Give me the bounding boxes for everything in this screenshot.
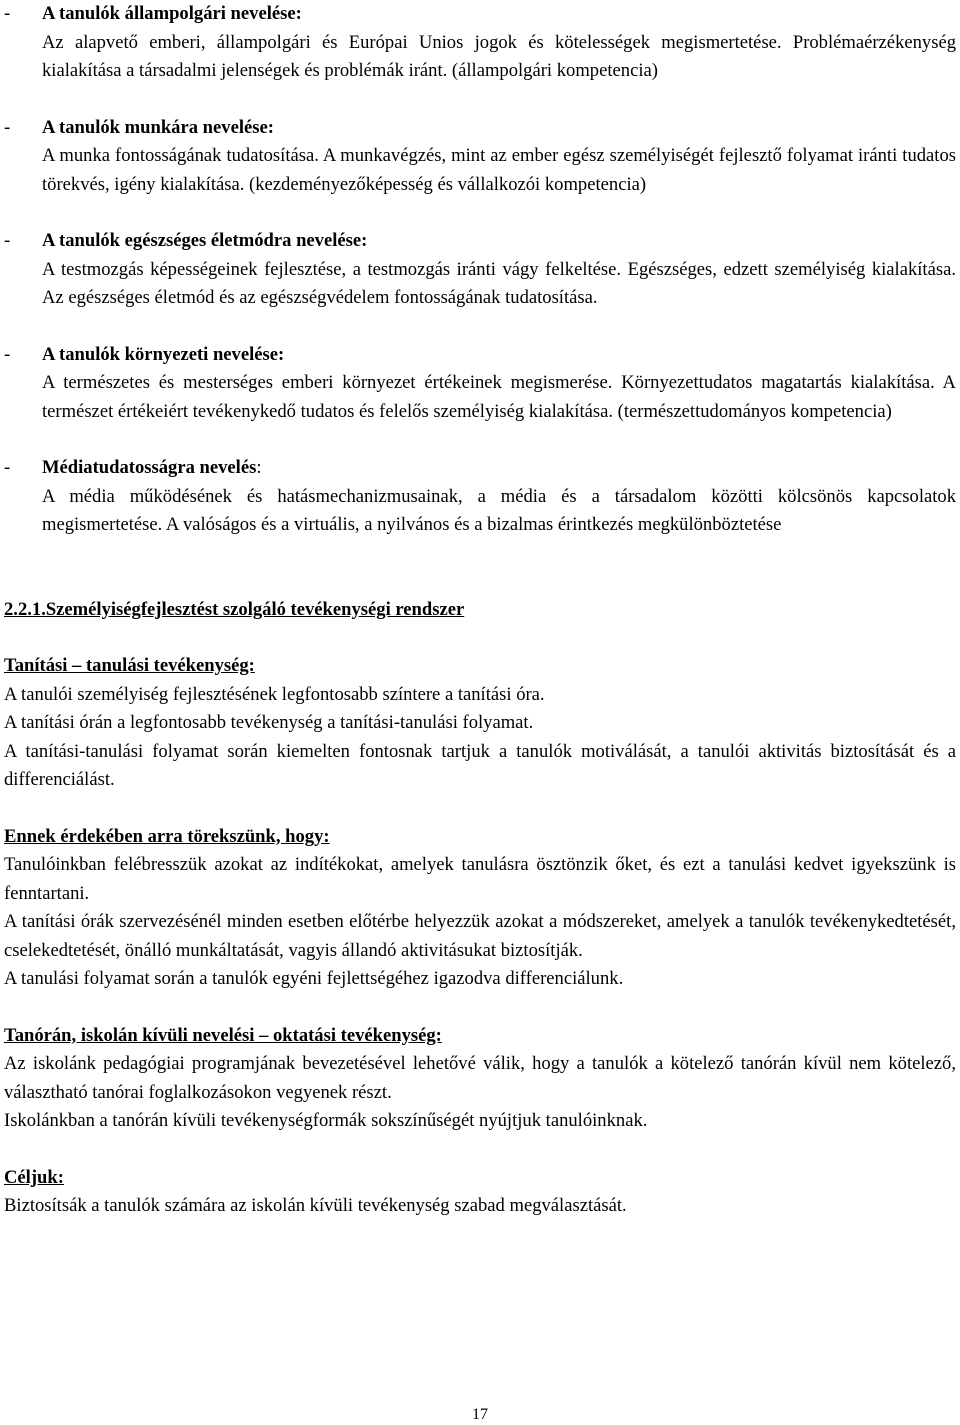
paragraph: Biztosítsák a tanulók számára az iskolán kívüli tevékenység szabad megválasztását.	[4, 1195, 627, 1216]
list-item-title: A tanulók állampolgári nevelése:	[42, 3, 302, 24]
list-item-text: A természetes és mesterséges emberi környezet értékeinek megismerése. Környezettudatos magatartás kialakítása. A természet értékeiért tevékenykedő tudatos és felelős személyiség kialakítása. (természettudományos kompetencia)	[42, 372, 956, 422]
list-dash: -	[4, 230, 11, 251]
list-item-title: A tanulók környezeti nevelése:	[42, 343, 285, 365]
paragraph: Tanulóinkban felébresszük azokat az indítékokat, amelyek tanulásra ösztönzik őket, és ezt a tanulási kedvet igyekszünk is fenntartani.	[4, 854, 956, 904]
list-item-text: A média működésének és hatásmechanizmusainak, a média és a társadalom közötti kölcsönös kapcsolatok megismertetése. A valóságos és a virtuális, a nyilvános és a bizalmas érintkezés megkülönböztetése	[42, 485, 956, 535]
paragraph: A tanítási órák szervezésénél minden esetben előtérbe helyezzük azokat a módszereket, amelyek a tanulók tevékenykedtetését, cselekedtetését, önálló munkáltatását, vagyis állandó aktivitásukat biztosítják.	[4, 911, 956, 961]
paragraph: A tanulói személyiség fejlesztésének legfontosabb színtere a tanítási óra.	[4, 683, 545, 705]
list-dash: -	[4, 343, 11, 365]
list-item-title: A tanulók egészséges életmódra nevelése:	[42, 230, 368, 251]
aim-heading: Céljuk:	[4, 1166, 64, 1188]
list-item-text: A munka fontosságának tudatosítása. A munkavégzés, mint az ember egész személyiségét fejlesztő folyamat iránti tudatos törekvés, igény kialakítása. (kezdeményezőképesség és vállalkozói kompetencia)	[42, 145, 956, 195]
list-item	[4, 0, 956, 86]
list-item-title-colon: :	[256, 457, 262, 478]
paragraph: A tanulási folyamat során a tanulók egyéni fejlettségéhez igazodva differenciálunk.	[4, 968, 624, 989]
list-item	[4, 114, 956, 200]
list-item	[4, 454, 956, 540]
section-title: 2.2.1.Személyiségfejlesztést szolgáló tevékenységi rendszer	[4, 598, 465, 620]
teaching-heading: Tanítási – tanulási tevékenység:	[4, 655, 255, 676]
list-item-title: Médiatudatosságra nevelés	[42, 457, 257, 478]
list-item-title: A tanulók munkára nevelése:	[42, 116, 274, 138]
list-item	[4, 341, 956, 427]
list-item	[4, 227, 956, 313]
list-dash: -	[4, 457, 11, 478]
page-number: 17	[472, 1406, 488, 1423]
list-dash: -	[4, 116, 11, 138]
paragraph: A tanítási-tanulási folyamat során kiemelten fontosnak tartjuk a tanulók motiválását, a tanulói aktivitás biztosítását és a differenciálást.	[4, 740, 956, 790]
goals-heading: Ennek érdekében arra törekszünk, hogy:	[4, 825, 330, 847]
paragraph: Az iskolánk pedagógiai programjának bevezetésével lehetővé válik, hogy a tanulók a kötelező tanórán kívül nem kötelező, választható tanórai foglalkozásokon vegyenek részt.	[4, 1053, 956, 1103]
list-dash: -	[4, 3, 11, 24]
list-item-text: A testmozgás képességeinek fejlesztése, a testmozgás iránti vágy felkeltése. Egészséges, edzett személyiség kialakítása. Az egészséges életmód és az egészségvédelem fontosságának tudatosítása.	[42, 258, 956, 308]
list-item-text: Az alapvető emberi, állampolgári és Európai Unios jogok és kötelességek megismertetése. Problémaérzékenység kialakítása a társadalmi jelenségek és problémák iránt. (állampolgári kompetencia)	[42, 31, 956, 81]
extracurricular-heading: Tanórán, iskolán kívüli nevelési – oktatási tevékenység:	[4, 1024, 442, 1046]
paragraph: A tanítási órán a legfontosabb tevékenység a tanítási-tanulási folyamat.	[4, 712, 534, 733]
paragraph: Iskolánkban a tanórán kívüli tevékenységformák sokszínűségét nyújtjuk tanulóinknak.	[4, 1110, 648, 1131]
list-item-title-wrap	[42, 454, 956, 483]
